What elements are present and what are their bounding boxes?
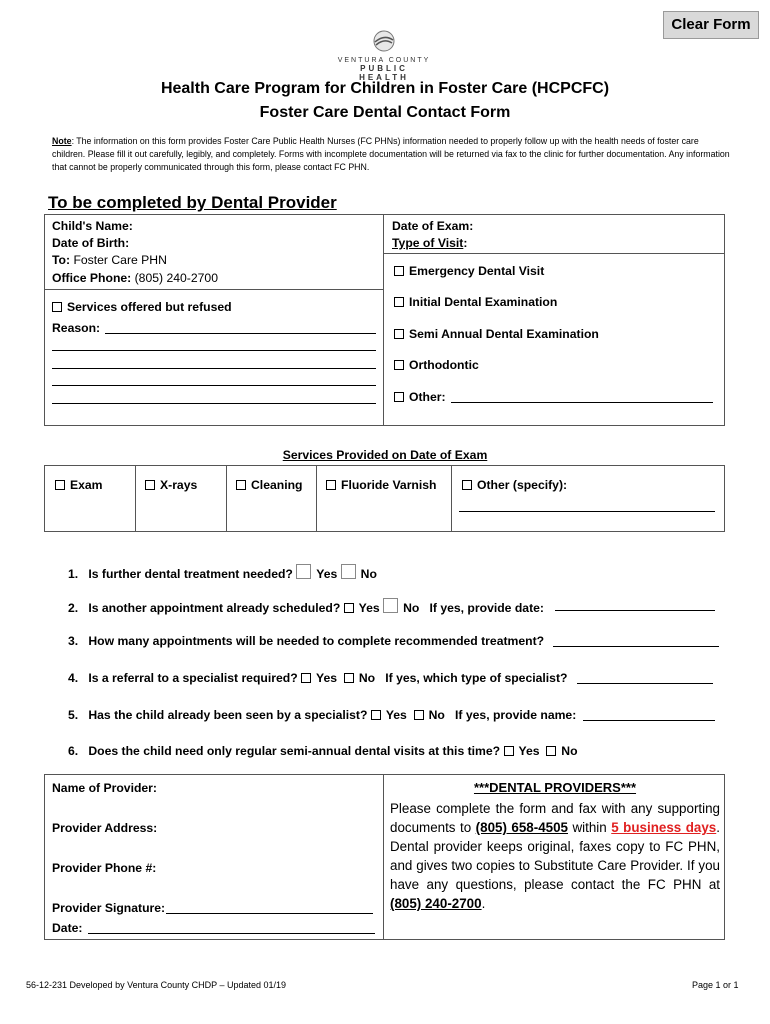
- question-6: [68, 744, 578, 758]
- q2-extra: If yes, provide date:: [429, 601, 544, 615]
- initial-label: Initial Dental Examination: [409, 295, 558, 309]
- dental-heading-text: ***DENTAL PROVIDERS***: [473, 780, 637, 795]
- other-visit-row: [394, 390, 446, 404]
- dental-provider-box: [44, 214, 725, 426]
- divider: [44, 289, 383, 290]
- q4-text: Is a referral to a specialist required?: [88, 671, 298, 685]
- other-visit-input[interactable]: [451, 402, 713, 403]
- q1-yes-checkbox[interactable]: [296, 564, 311, 579]
- question-2: [68, 598, 544, 615]
- divider: [383, 214, 384, 426]
- q2-yes-label: Yes: [358, 601, 380, 615]
- section-title: To be completed by Dental Provider: [48, 193, 337, 212]
- logo-line2: PUBLIC HEALTH: [359, 64, 409, 82]
- phn-phone: (805) 240-2700: [390, 896, 482, 911]
- q2-no-checkbox[interactable]: [383, 598, 398, 613]
- other-service-row: [462, 478, 567, 492]
- q2-number: 2.: [68, 601, 79, 615]
- q6-no-checkbox[interactable]: [546, 746, 556, 756]
- q1-yes-label: Yes: [316, 567, 338, 581]
- services-refused-row: [52, 300, 232, 314]
- type-visit-label: Type of Visit: [392, 236, 464, 250]
- provider-signature-label: Provider Signature:: [52, 901, 166, 915]
- q5-no-label: No: [428, 708, 445, 722]
- provider-address-label: Provider Address:: [52, 821, 158, 835]
- q1-no-checkbox[interactable]: [341, 564, 356, 579]
- office-phone-value: (805) 240-2700: [134, 271, 218, 285]
- semi-annual-row: [394, 327, 599, 341]
- note-paragraph: [52, 135, 732, 174]
- cleaning-row: [236, 478, 302, 492]
- other-visit-checkbox[interactable]: [394, 392, 404, 402]
- other-service-label: Other (specify):: [477, 478, 568, 492]
- q2-yes-checkbox[interactable]: [344, 603, 354, 613]
- initial-row: [394, 295, 557, 309]
- q4-extra: If yes, which type of specialist?: [385, 671, 568, 685]
- to-row: [52, 253, 167, 267]
- page-subtitle: Foster Care Dental Contact Form: [259, 104, 511, 121]
- initial-checkbox[interactable]: [394, 297, 404, 307]
- fluoride-row: [326, 478, 437, 492]
- q5-yes-label: Yes: [385, 708, 407, 722]
- q1-text: Is further dental treatment needed?: [88, 567, 293, 581]
- provider-name-label: Name of Provider:: [52, 781, 157, 795]
- logo-emblem-icon: [371, 30, 397, 52]
- q5-no-checkbox[interactable]: [414, 710, 424, 720]
- provider-date-input[interactable]: [88, 933, 375, 934]
- cleaning-checkbox[interactable]: [236, 480, 246, 490]
- orthodontic-row: [394, 358, 479, 372]
- orthodontic-checkbox[interactable]: [394, 360, 404, 370]
- cleaning-label: Cleaning: [251, 478, 303, 492]
- divider: [135, 465, 136, 532]
- xrays-checkbox[interactable]: [145, 480, 155, 490]
- semi-annual-label: Semi Annual Dental Examination: [409, 327, 599, 341]
- type-visit-row: Type of Visit:: [392, 236, 468, 250]
- services-title: Services Provided on Date of Exam: [282, 448, 488, 462]
- services-box: [44, 465, 725, 532]
- q5-number: 5.: [68, 708, 79, 722]
- services-refused-checkbox[interactable]: [52, 302, 62, 312]
- dental-text-2: within: [568, 820, 612, 835]
- note-text: : The information on this form provides Foster Care Public Health Nurses (FC PHNs) information needed to properly follow up with the health needs of foster care children. Please fill it out carefully, legibly, and completely. Forms with incomplete documentation will be returned via fax to the clinic for further documentation. Any information that cannot be properly communicated through this form, please contact FC PHN.: [52, 136, 730, 172]
- provider-signature-input[interactable]: [166, 913, 373, 914]
- q5-yes-checkbox[interactable]: [371, 710, 381, 720]
- footer-right: Page 1 or 1: [692, 980, 739, 990]
- reason-input-line[interactable]: [52, 350, 376, 351]
- reason-input[interactable]: [105, 333, 376, 334]
- question-3: [68, 634, 544, 648]
- logo-line1: VENTURA COUNTY: [337, 57, 431, 64]
- orthodontic-label: Orthodontic: [409, 358, 479, 372]
- services-refused-label: Services offered but refused: [67, 300, 232, 314]
- to-label: To:: [52, 253, 71, 267]
- clear-form-button[interactable]: Clear Form: [663, 11, 759, 39]
- q3-input[interactable]: [553, 646, 719, 647]
- reason-input-line[interactable]: [52, 368, 376, 369]
- emergency-row: [394, 264, 544, 278]
- page-title: Health Care Program for Children in Foster Care (HCPCFC): [160, 80, 610, 97]
- fax-number: (805) 658-4505: [475, 820, 568, 835]
- other-service-checkbox[interactable]: [462, 480, 472, 490]
- question-1: [68, 564, 377, 581]
- provider-phone-label: Provider Phone #:: [52, 861, 157, 875]
- divider: [226, 465, 227, 532]
- date-exam-label: Date of Exam:: [392, 219, 474, 233]
- q3-text: How many appointments will be needed to complete recommended treatment?: [88, 634, 545, 648]
- exam-label: Exam: [70, 478, 103, 492]
- exam-row: [55, 478, 103, 492]
- q2-no-label: No: [403, 601, 420, 615]
- q6-no-label: No: [561, 744, 578, 758]
- reason-label: Reason:: [52, 321, 101, 335]
- q4-yes-checkbox[interactable]: [301, 673, 311, 683]
- other-service-input[interactable]: [459, 511, 715, 512]
- to-value: Foster Care PHN: [73, 253, 167, 267]
- q5-name-input[interactable]: [583, 720, 715, 721]
- dob-label: Date of Birth:: [52, 236, 130, 250]
- q6-yes-label: Yes: [518, 744, 540, 758]
- xrays-label: X-rays: [160, 478, 198, 492]
- dental-text-3: . Dental provider keeps original, faxes copy to FC PHN, and gives two copies to Substitute Care Provider. If you have any questions, please contact the FC PHN at: [390, 820, 720, 892]
- child-name-label: Child's Name:: [52, 219, 133, 233]
- q4-yes-label: Yes: [316, 671, 338, 685]
- q4-no-label: No: [358, 671, 376, 685]
- other-visit-label: Other:: [409, 390, 446, 404]
- q5-extra: If yes, provide name:: [455, 708, 577, 722]
- divider: [383, 774, 384, 940]
- q3-number: 3.: [68, 634, 79, 648]
- q1-number: 1.: [68, 567, 79, 581]
- divider: [451, 465, 452, 532]
- xrays-row: [145, 478, 197, 492]
- q2-date-input[interactable]: [555, 610, 715, 611]
- question-4: [68, 671, 567, 685]
- provider-date-label: Date:: [52, 921, 83, 935]
- q5-text: Has the child already been seen by a specialist?: [88, 708, 368, 722]
- divider: [316, 465, 317, 532]
- fluoride-label: Fluoride Varnish: [341, 478, 437, 492]
- divider: [383, 253, 725, 254]
- emergency-checkbox[interactable]: [394, 266, 404, 276]
- q4-specialist-input[interactable]: [577, 683, 713, 684]
- emergency-label: Emergency Dental Visit: [409, 264, 545, 278]
- reason-input-line[interactable]: [52, 403, 376, 404]
- q4-number: 4.: [68, 671, 79, 685]
- reason-input-line[interactable]: [52, 385, 376, 386]
- fluoride-checkbox[interactable]: [326, 480, 336, 490]
- exam-checkbox[interactable]: [55, 480, 65, 490]
- semi-annual-checkbox[interactable]: [394, 329, 404, 339]
- q2-text: Is another appointment already scheduled?: [88, 601, 341, 615]
- dental-text-4: .: [481, 896, 486, 911]
- q6-number: 6.: [68, 744, 79, 758]
- office-phone-row: [52, 271, 218, 285]
- question-5: [68, 708, 576, 722]
- dental-text-1: Please complete the form and fax with any supporting documents to: [390, 801, 720, 835]
- q1-no-label: No: [360, 567, 377, 581]
- note-label: Note: [52, 136, 72, 146]
- footer-left: 56-12-231 Developed by Ventura County CHDP – Updated 01/19: [26, 980, 287, 990]
- office-phone-label: Office Phone:: [52, 271, 132, 285]
- q6-text: Does the child need only regular semi-annual dental visits at this time?: [88, 744, 501, 758]
- dental-heading: [390, 780, 720, 795]
- q4-no-checkbox[interactable]: [344, 673, 354, 683]
- dental-instructions: [390, 799, 720, 913]
- business-days: 5 business days: [611, 820, 717, 835]
- ventura-county-logo: [336, 30, 432, 82]
- q6-yes-checkbox[interactable]: [504, 746, 514, 756]
